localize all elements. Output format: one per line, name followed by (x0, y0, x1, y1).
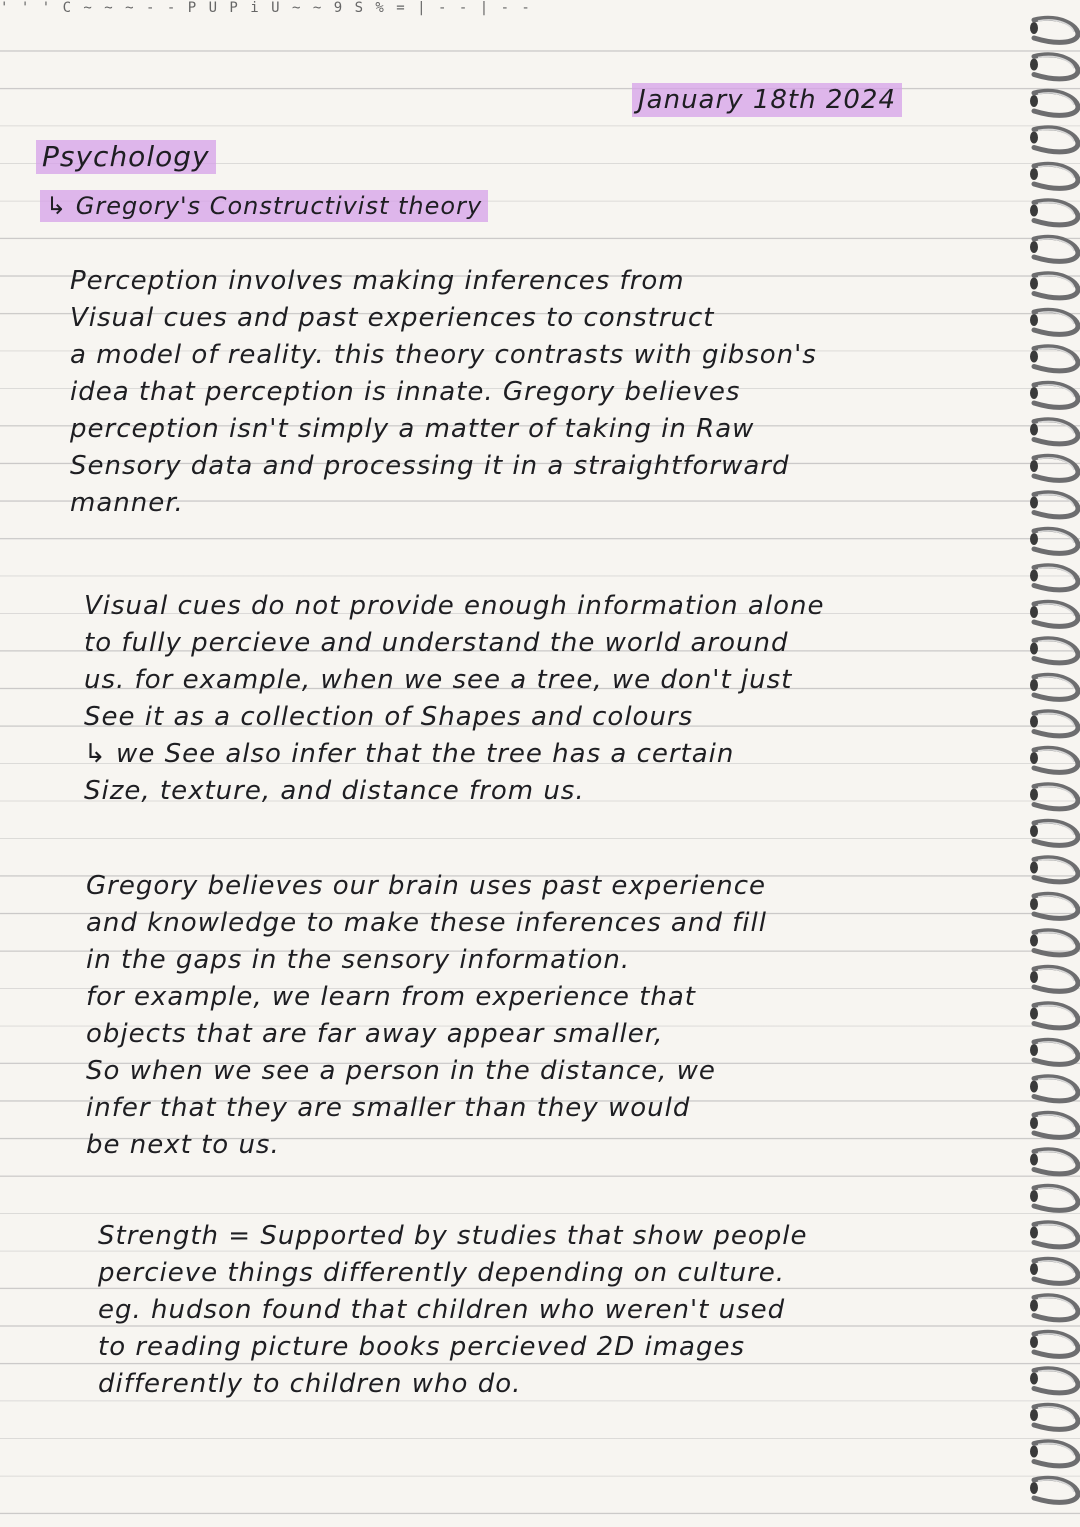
spiral-ring (1030, 128, 1078, 152)
spiral-ring (1030, 785, 1078, 809)
spiral-binding (1020, 0, 1080, 1527)
spiral-ring (1030, 493, 1078, 517)
spiral-ring (1030, 1332, 1078, 1356)
spiral-ring (1030, 1442, 1078, 1466)
text-line: Perception involves making inferences from (70, 266, 685, 296)
text-line: be next to us. (86, 1130, 280, 1160)
text-line: Gregory believes our brain uses past experience (86, 871, 766, 901)
spiral-ring (1030, 91, 1078, 115)
spiral-ring (1030, 529, 1078, 553)
spiral-ring (1030, 894, 1078, 918)
spiral-ring (1030, 675, 1078, 699)
paragraph-past-experience (86, 868, 1006, 1164)
paragraph-visual-cues (84, 588, 1004, 810)
spiral-ring (1030, 237, 1078, 261)
text-line: percieve things differently depending on culture. (98, 1258, 786, 1288)
text-line: Strength = Supported by studies that show people (98, 1221, 808, 1251)
text-line: infer that they are smaller than they would (86, 1093, 691, 1123)
text-line: Visual cues do not provide enough information alone (84, 591, 825, 621)
spiral-ring (1030, 1150, 1078, 1174)
text-line: and knowledge to make these inferences and fill (86, 908, 767, 938)
spiral-ring (1030, 55, 1078, 79)
spiral-ring (1030, 748, 1078, 772)
spiral-ring (1030, 602, 1078, 626)
text-line: ↳ we See also infer that the tree has a certain (84, 739, 735, 769)
text-line: a model of reality. this theory contrasts with gibson's (70, 340, 817, 370)
spiral-ring (1030, 1259, 1078, 1283)
topic-heading: ↳ Gregory's Constructivist theory (40, 190, 488, 222)
text-line: objects that are far away appear smaller, (86, 1019, 664, 1049)
text-line: for example, we learn from experience that (86, 982, 696, 1012)
text-line: eg. hudson found that children who weren't used (98, 1295, 786, 1325)
spiral-ring (1030, 858, 1078, 882)
spiral-ring (1030, 1113, 1078, 1137)
text-line: Sensory data and processing it in a straightforward (70, 451, 790, 481)
spiral-ring (1030, 456, 1078, 480)
spiral-ring (1030, 1478, 1078, 1502)
spiral-ring (1030, 566, 1078, 590)
text-line: perception isn't simply a matter of taking in Raw (70, 414, 755, 444)
spiral-ring (1030, 712, 1078, 736)
text-line: See it as a collection of Shapes and colours (84, 702, 694, 732)
spiral-ring (1030, 1077, 1078, 1101)
spiral-ring (1030, 420, 1078, 444)
spiral-ring (1030, 1186, 1078, 1210)
spiral-ring (1030, 310, 1078, 334)
spiral-ring (1030, 383, 1078, 407)
spiral-ring (1030, 1223, 1078, 1247)
paragraph-intro (70, 263, 990, 522)
subject-heading: Psychology (36, 140, 216, 174)
spiral-ring (1030, 201, 1078, 225)
text-line: us. for example, when we see a tree, we don't just (84, 665, 793, 695)
spiral-ring (1030, 274, 1078, 298)
spiral-ring (1030, 639, 1078, 663)
text-line: So when we see a person in the distance, we (86, 1056, 716, 1086)
text-line: in the gaps in the sensory information. (86, 945, 631, 975)
text-line: manner. (70, 488, 184, 518)
spiral-ring (1030, 967, 1078, 991)
spiral-ring (1030, 1369, 1078, 1393)
text-line: differently to children who do. (98, 1369, 522, 1399)
text-line: Visual cues and past experiences to construct (70, 303, 715, 333)
text-line: Size, texture, and distance from us. (84, 776, 585, 806)
torn-top-edge: ' ' ' C ~ ~ ~ - - P U P i U ~ ~ 9 S % = | - - | - - (0, 0, 532, 16)
paragraph-strength (98, 1218, 1018, 1403)
spiral-ring (1030, 1004, 1078, 1028)
spiral-ring (1030, 347, 1078, 371)
page-date: January 18th 2024 (632, 83, 902, 117)
text-line: to reading picture books percieved 2D images (98, 1332, 746, 1362)
spiral-ring (1030, 821, 1078, 845)
text-line: idea that perception is innate. Gregory believes (70, 377, 741, 407)
spiral-ring (1030, 1040, 1078, 1064)
spiral-ring (1030, 931, 1078, 955)
spiral-ring (1030, 18, 1078, 42)
spiral-ring (1030, 1296, 1078, 1320)
text-line: to fully percieve and understand the world around (84, 628, 789, 658)
spiral-ring (1030, 1405, 1078, 1429)
spiral-ring (1030, 164, 1078, 188)
